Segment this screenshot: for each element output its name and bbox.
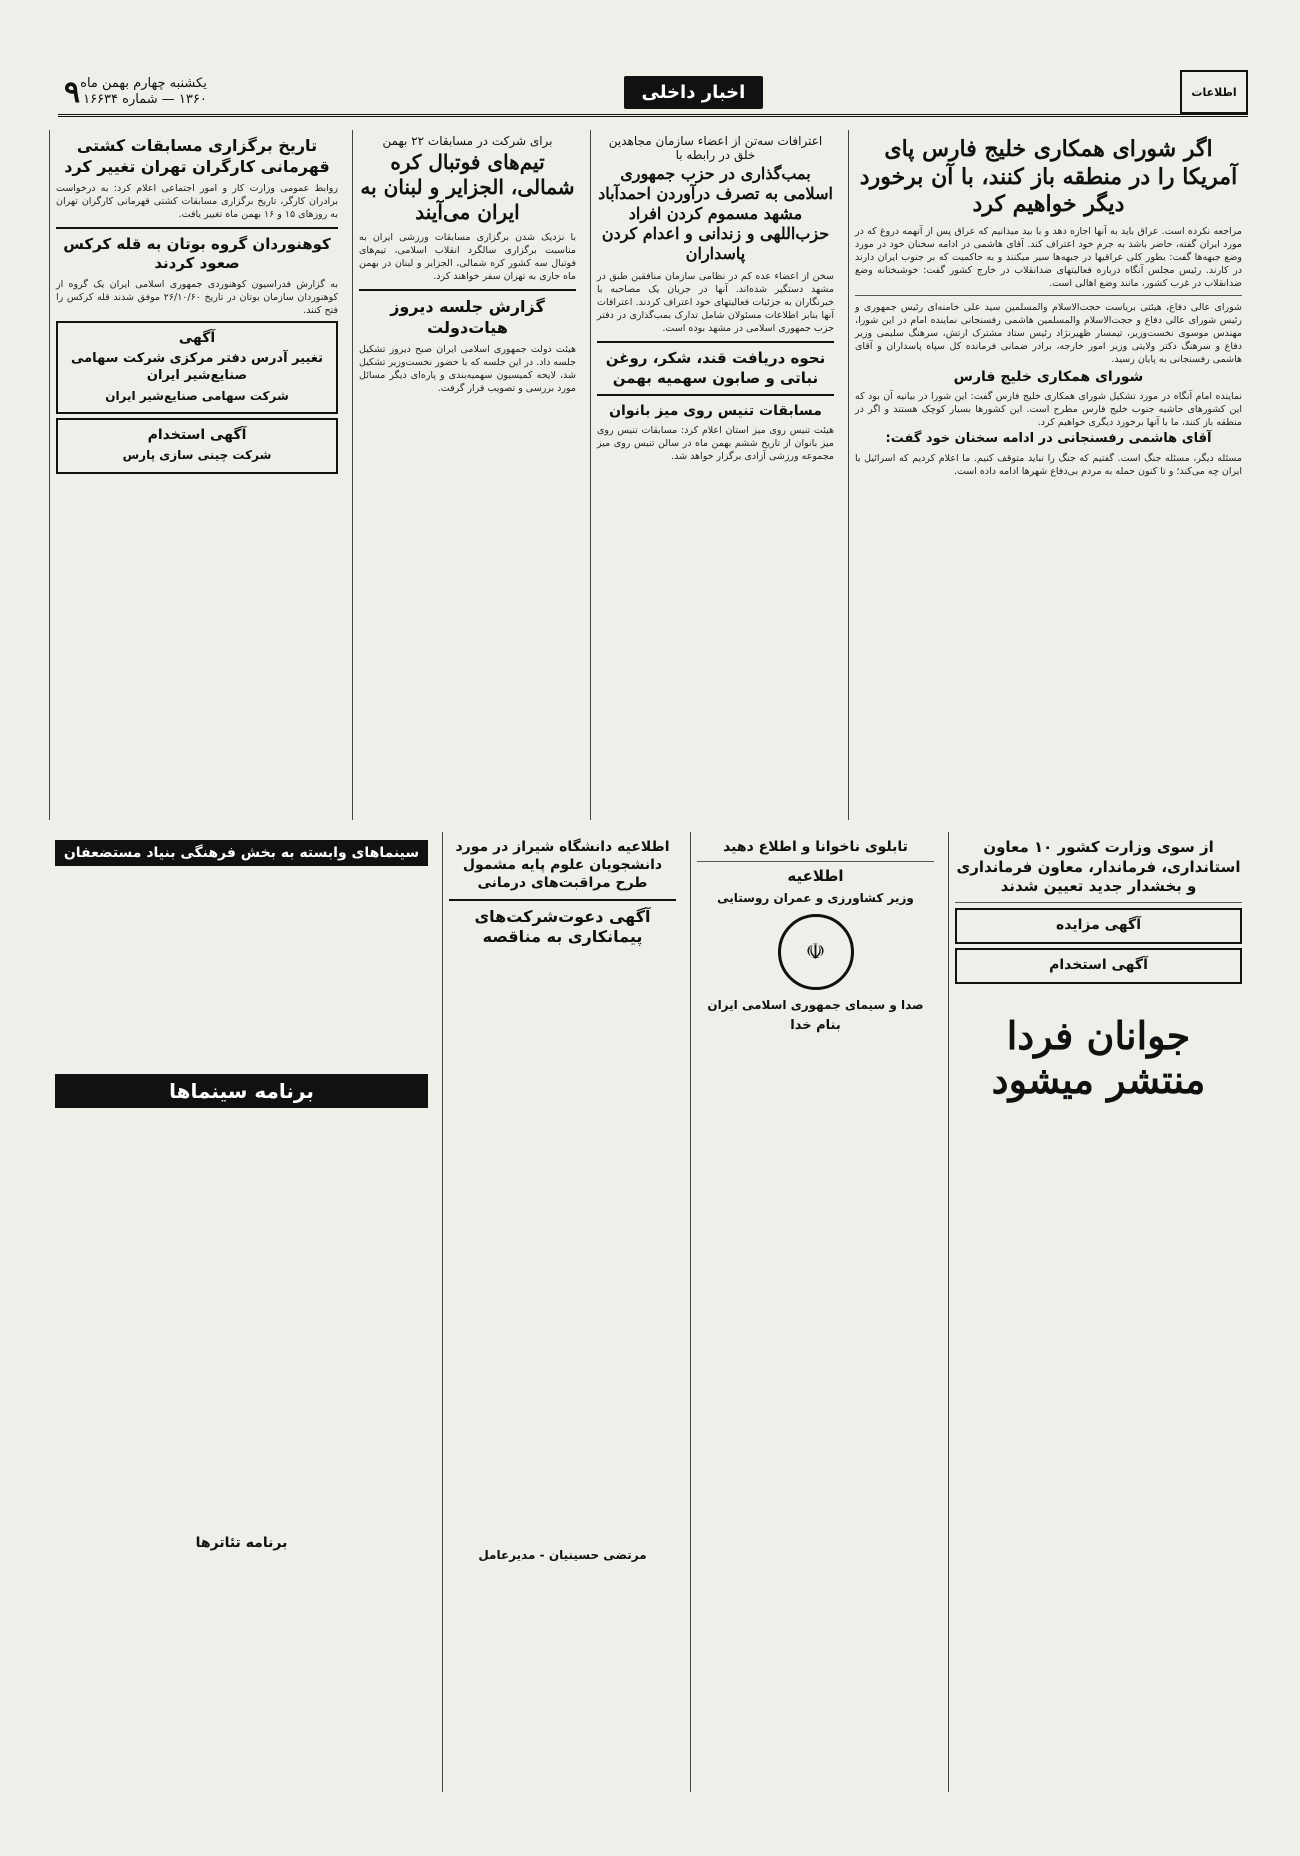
confession-kicker: اعترافات سه‌تن از اعضاء سازمان مجاهدین خلق در رابطه با <box>608 134 823 162</box>
bidding-box <box>955 908 1242 944</box>
page-number: ۹ <box>64 74 81 110</box>
sugar-headline: نحوه دریافت قند، شکر، روغن نباتی و صابون سهمیه بهمن <box>605 349 826 387</box>
mid-column-1 <box>590 130 840 820</box>
tablo-notice: تابلوی ناخوانا و اطلاع دهید <box>723 839 908 855</box>
youth-promo: جوانان فردا منتشر میشود <box>991 1012 1206 1102</box>
football-body: با نزدیک شدن برگزاری مسابقات ورزشی ایران به مناسبت برگزاری سالگرد انقلاب اسلامی، تیم‌های فوتبال سه کشور کره شمالی، الجزایر و لبنان در بهمن ماه جاری به تهران سفر خواهند کرد. <box>359 232 576 282</box>
recruit-label: آگهی استخدام <box>1049 956 1148 973</box>
info-notice-title: اطلاعیه <box>787 867 844 886</box>
section-title: اخبار داخلی <box>624 76 764 109</box>
wrestling-body: روابط عمومی وزارت کار و امور اجتماعی اعلام کرد: به درخواست برادران کارگر، تاریخ برگزاری مسابقات کشتی قهرمانی کارگران تهران به روزهای ۱۵ و ۱۶ بهمن ماه تغییر یافت. <box>56 182 338 220</box>
cabinet-body: هیئت دولت جمهوری اسلامی ایران صبح دیروز تشکیل جلسه داد. در این جلسه که با حضور نخست‌وزیر تشکیل شد، لایحه کمیسیون سهمیه‌بندی و پاره‌ای دیگر مسائل مورد بررسی و تصویب قرار گرفت. <box>359 343 576 394</box>
football-kicker: برای شرکت در مسابقات ۲۲ بهمن <box>382 134 553 148</box>
tender-headline: آگهی دعوت‌شرکت‌های پیمانکاری به مناقصه <box>474 906 651 947</box>
ministry-signature: وزیر کشاورزی و عمران روستایی <box>717 890 914 905</box>
university-notice: اطلاعیه دانشگاه شیراز در مورد دانشجویان علوم پایه مشمول طرح مراقبت‌های درمانی <box>455 839 670 892</box>
issue-text: ۱۳۶۰ — شماره ۱۶۶۳۴ <box>83 92 207 107</box>
theater-heading: برنامه تئاترها <box>195 1535 288 1551</box>
tennis-body: هیئت تنیس روی میز استان اعلام کرد: مسابقات تنیس روی میز بانوان از تاریخ ششم بهمن ماه در سالن تنیس روی میز مجموعه ورزشی آزادی برگزار خواهد شد. <box>597 425 834 463</box>
speech-sub-heading: آقای هاشمی رفسنجانی در ادامه سخنان خود گفت: <box>885 430 1212 446</box>
mid-column-2 <box>352 130 582 820</box>
climb-body: به گزارش فدراسیون کوهنوردی جمهوری اسلامی ایران یک گروه از کوهنوردان سازمان بوتان در تاریخ ۲۶/۱۰/۶۰ موفق شدند قله کرکس را فتح کنند. <box>56 278 339 316</box>
masthead <box>58 70 1248 117</box>
lower-mid-column-1 <box>690 832 940 1792</box>
notice-company: شرکت سهامی صنایع‌شیر ایران <box>105 388 289 403</box>
dateline <box>80 76 207 108</box>
tender-signatory: مرتضی حسینیان - مدیرعامل <box>478 1548 647 1563</box>
date-text: یکشنبه چهارم بهمن ماه <box>80 76 207 91</box>
climb-headline: کوهنوردان گروه بوتان به قله کرکس صعود کردند <box>63 234 331 273</box>
hire-label: آگهی استخدام <box>147 427 247 444</box>
notice-title: تغییر آدرس دفتر مرکزی شرکت سهامی صنایع‌شیر ایران <box>70 350 323 383</box>
lower-mid-column-2 <box>442 832 682 1792</box>
address-notice <box>56 321 338 415</box>
cinema-program-banner: برنامه سینماها <box>55 1074 428 1108</box>
hire-notice <box>56 418 338 474</box>
broadcast-emblem-icon: ☫ <box>778 914 854 990</box>
notice-label: آگهی <box>178 329 216 346</box>
wrestling-headline: تاریخ برگزاری مسابقات کشتی قهرمانی کارگران تهران تغییر کرد <box>64 136 330 176</box>
lead-column <box>848 130 1248 820</box>
lead-headline: اگر شورای همکاری خلیج فارس پای آمریکا را در منطقه باز کنند، با آن برخورد دیگر خواهیم کرد <box>859 136 1238 217</box>
hire-company: شرکت چینی سازی پارس <box>122 448 272 463</box>
bidding-label: آگهی مزایده <box>1055 916 1141 933</box>
cabinet-headline: گزارش جلسه دیروز هیات‌دولت <box>390 297 545 337</box>
cinema-column <box>49 832 434 1792</box>
cinema-foundation-banner: سینماهای وابسته به بخش فرهنگی بنیاد مستضعفان <box>55 840 428 866</box>
confession-body: سخن از اعضاء عده کم در نظامی سازمان منافقین طبق در مشهد دستگیر شده‌اند. آنها در جریان یک مصاحبه با خبرنگاران به جزئیات فعالیتهای خود اعتراف کردند. اعترافات آنها بنابر اطلاعات مسئولان شامل تدارک بمب‌گذاری در دفتر حزب جمهوری اسلامی در مشهد بوده است. <box>597 271 834 334</box>
broadcast-title: بنام خدا <box>790 1017 841 1033</box>
governors-headline: از سوی وزارت کشور ۱۰ معاون استانداری، فرماندار، معاون فرمانداری و بخشدار جدید تعیین شدند <box>956 838 1241 895</box>
speech-sub-body: مسئله دیگر، مسئله جنگ است. گفتیم که جنگ را نباید متوقف کنیم. ما اعلام کردیم که اسرائیل با ایران چه می‌کند؛ و تا کنون حمله به مردم بی‌دفاع شهرها ادامه داده است. <box>855 452 1242 477</box>
tennis-headline: مسابقات تنیس روی میز بانوان <box>609 403 822 419</box>
lower-lead-column <box>948 832 1248 1792</box>
lead-body: مراجعه نکرده است. عراق باید به آنها اجازه دهد و با بید میدانیم که عراق پس از آنهمه دروغ که در مورد ایران گفته، حاضر باشد به جرم خود اعتراف کند. آقای هاشمی در ادامه سخنان خود در مورد وضع جبهه‌ها گفت: بطور کلی عراقیها در جبهه‌ها سیر میکنند و به حاکمیت که بر جنوب ایران دارند در کارند. رئیس مجلس آنگاه درباره فعالیتهای ضدانقلاب در خارج کشور گفت: خوشبختانه وضع ضدانقلاب در غرب کشور، مانند وضع اهالی است. <box>855 225 1242 289</box>
left-lead-body: شورای عالی دفاع، هیئتی بریاست حجت‌الاسلام والمسلمین سید علی خامنه‌ای رئیس جمهوری و رئیس شورای عالی دفاع و حجت‌الاسلام والمسلمین هاشمی رفسنجانی نماینده امام در این شورا، مهندس موسوی نخست‌وزیر، تیمسار ظهیرنژاد رئیس ستاد مشترک ارتش، سرهنگ سلیمی وزیر دفاع و سرهنگ دکتر ولایتی وزیر امور خارجه، برادر ضمانی فرمانده کل سپاه پاسداران و آقای هاشمی رفسنجانی به پایان رسید. <box>855 301 1242 365</box>
recruit-box <box>955 948 1242 984</box>
right-column <box>49 130 344 820</box>
broadcast-name: صدا و سیمای جمهوری اسلامی ایران <box>707 998 924 1013</box>
football-headline: تیم‌های فوتبال کره شمالی، الجزایر و لبنان به ایران می‌آیند <box>360 150 575 224</box>
newspaper-logo: اطلاعات <box>1180 70 1248 114</box>
gulf-sub-heading: شورای همکاری خلیج فارس <box>953 368 1144 385</box>
gulf-sub-body: نماینده امام آنگاه در مورد تشکیل شورای همکاری خلیج فارس گفت: این شورا در بیانیه آن بود که این کشورهای حاشیه جنوب خلیج فارس مطرح است. این کشورها بسیار کوچک هستند و اگر در منطقه باز کنند، ما با آنها برخورد دیگری خواهیم کرد. <box>855 390 1242 428</box>
confession-headline: بمب‌گذاری در حزب جمهوری اسلامی به تصرف درآوردن احمدآباد مشهد مسموم کردن افراد حزب‌اللهی و زندانی و اعدام کردن پاسداران <box>598 164 833 263</box>
